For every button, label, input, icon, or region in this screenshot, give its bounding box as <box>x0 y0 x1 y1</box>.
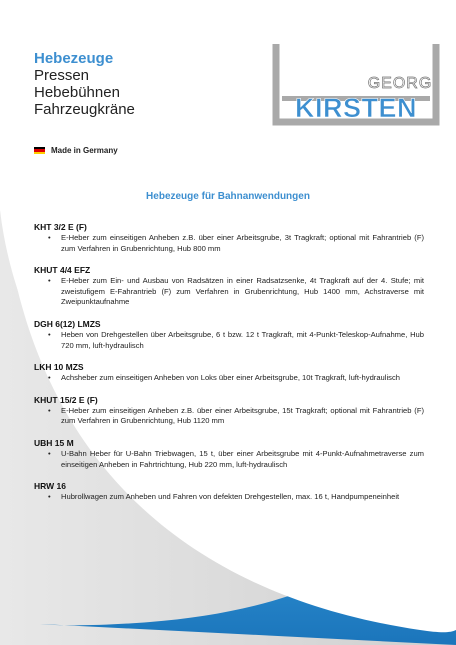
svg-text:GEORG: GEORG <box>367 75 433 92</box>
section-title: Hebezeuge für Bahnanwendungen <box>146 191 310 202</box>
product-name: KHT 3/2 E (F) <box>34 222 87 232</box>
german-flag-icon <box>34 147 45 154</box>
bullet-icon: • <box>48 492 51 502</box>
product-item <box>34 395 424 427</box>
product-name: LKH 10 MZS <box>34 362 84 373</box>
bullet-icon: • <box>48 373 51 383</box>
category-pressen: Pressen <box>34 67 90 84</box>
product-list <box>34 222 424 514</box>
product-item <box>34 481 424 503</box>
category-fahrzeugkraene: Fahrzeugkräne <box>34 101 135 118</box>
product-name: HRW 16 <box>34 481 66 492</box>
product-item <box>34 438 424 470</box>
product-item <box>34 265 424 308</box>
product-description: E-Heber zum einseitigen Anheben z.B. über einer Arbeitsgrube, 15t Tragkraft; optional mit Fahrantrieb (F) zum Verfahren in Grubenrichtung, Hub 1120 mm <box>61 405 424 426</box>
product-description: U-Bahn Heber für U-Bahn Triebwagen, 15 t, über einer Arbeitsgrube mit 4-Punkt-Aufnahmetraverse zum einseitigen Anheben in Fahrtrichtung, Hub 220 mm, luft-hydraulisch <box>61 448 424 469</box>
made-in-badge <box>34 146 118 155</box>
category-list <box>34 50 135 118</box>
bullet-icon: • <box>48 233 51 242</box>
product-description: E-Heber zum einseitigen Anheben z.B. über einer Arbeitsgrube, 3t Tragkraft; optional mit Fahrantrieb (F) zum Verfahren in Grubenrichtung, Hub 800 mm <box>61 233 424 253</box>
category-hebebuehnen: Hebebühnen <box>34 84 120 101</box>
product-description: Achsheber zum einseitigen Anheben von Loks über einer Arbeitsgrube, 10t Tragkraft, luft-hydraulisch <box>61 373 400 383</box>
svg-text:KIRSTEN: KIRSTEN <box>294 93 418 123</box>
product-description: Hubrollwagen zum Anheben und Fahren von defekten Drehgestellen, max. 16 t, Handpumpeneinheit <box>61 492 400 502</box>
product-description: Heben von Drehgestellen über Arbeitsgrube, 6 t bzw. 12 t Tragkraft, mit 4-Punkt-Teleskop-Aufnahme, Hub 720 mm, luft-hydraulisch <box>61 329 424 350</box>
made-in-label: Made in Germany <box>51 146 118 155</box>
bullet-icon: • <box>48 448 51 458</box>
product-name: KHUT 4/4 EFZ <box>34 265 91 276</box>
product-description: E-Heber zum Ein- und Ausbau von Radsätzen in einer Radsatzsenke, 4t Tragkraft auf der 4. Stufe; mit zweistufigem E-Fahrantrieb (F) zum Verfahren in Grubenrichtung, Hub 1400 mm, Achstraverse mit Zweipunktaufnahme <box>61 276 424 307</box>
product-name: UBH 15 M <box>34 437 74 448</box>
product-item <box>34 362 424 384</box>
bullet-icon: • <box>48 405 51 415</box>
product-name: DGH 6(12) LMZS <box>34 318 101 329</box>
product-item <box>34 222 424 254</box>
product-item <box>34 319 424 351</box>
kirsten-logo <box>272 44 440 129</box>
product-name: KHUT 15/2 E (F) <box>34 394 98 405</box>
category-hebezeuge: Hebezeuge <box>34 50 114 67</box>
bullet-icon: • <box>48 329 51 339</box>
bullet-icon: • <box>48 276 51 286</box>
